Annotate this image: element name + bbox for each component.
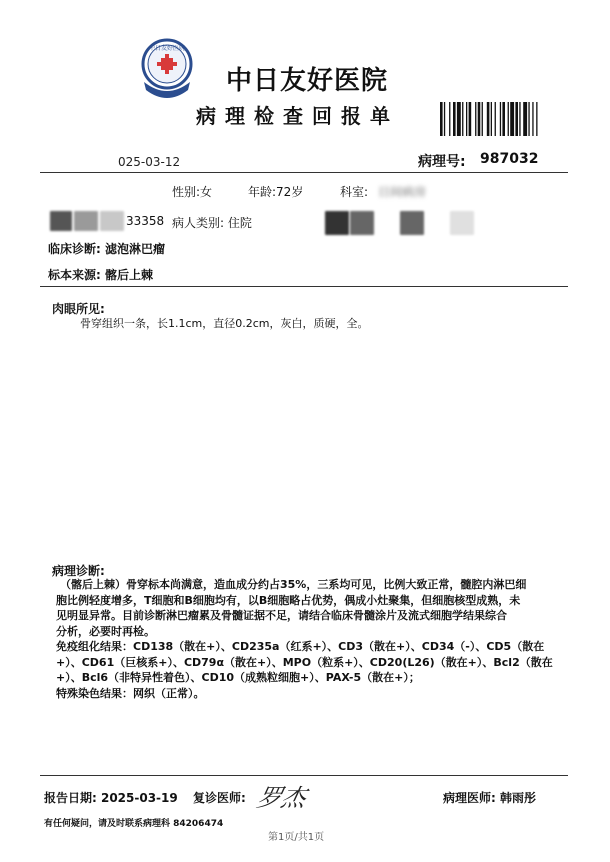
diagnosis-line: +）、Bcl6（非特异性着色）、CD10（成熟粒细胞+）、PAX-5（散在+）； xyxy=(56,671,420,684)
patient-id-fragment: 33358 xyxy=(126,214,165,228)
redaction-block xyxy=(325,211,349,235)
hospital-name: 中日友好医院 xyxy=(226,66,389,96)
redaction-block xyxy=(74,211,98,231)
barcode-bar xyxy=(515,102,518,136)
diagnosis-line: 见明显异常。目前诊断淋巴瘤累及骨髓证据不足，请结合临床骨髓涂片及流式细胞学结果综合 xyxy=(56,609,507,622)
patient-age: 年龄:72岁 xyxy=(248,185,304,199)
barcode-bar xyxy=(536,102,537,136)
barcode-bar xyxy=(462,102,463,136)
report-title: 病理检查回报单 xyxy=(196,104,399,128)
report-date: 报告日期: 2025-03-19 xyxy=(44,791,178,805)
redaction-block xyxy=(350,211,374,235)
specimen-source: 标本来源: 髂后上棘 xyxy=(48,268,153,282)
pathology-number-value: 987032 xyxy=(480,151,539,167)
contact-note: 有任何疑问，请及时联系病理科 84206474 xyxy=(44,819,224,829)
barcode-bar xyxy=(495,102,496,136)
barcode-bar xyxy=(510,102,514,136)
pathology-number-label: 病理号: xyxy=(418,154,466,170)
diagnosis-line: +）、CD61（巨核系+）、CD79α（散在+）、MPO（粒系+）、CD20(L26)（散在+）、Bcl2（散在 xyxy=(56,655,553,669)
barcode-bar xyxy=(466,102,467,136)
gross-label: 肉眼所见: xyxy=(52,302,105,316)
barcode-bar xyxy=(482,102,483,136)
hospital-logo xyxy=(138,38,196,104)
diagnosis-text xyxy=(56,577,556,701)
patient-dept-label: 科室: xyxy=(340,185,369,199)
header-date: 025-03-12 xyxy=(118,155,181,169)
diagnosis-line: （髂后上棘）骨穿标本尚满意，造血成分约占35%，三系均可见，比例大致正常，髓腔内淋巴细 xyxy=(60,578,527,591)
barcode-bar xyxy=(491,102,492,136)
redaction-block xyxy=(400,211,424,235)
barcode-bar xyxy=(508,102,509,136)
barcode-bar xyxy=(444,102,445,136)
divider xyxy=(40,775,568,776)
patient-type: 病人类别: 住院 xyxy=(172,216,252,230)
logo-text: 中日友好医院 xyxy=(148,45,186,52)
barcode-bar xyxy=(500,102,501,136)
barcode-bar xyxy=(487,102,490,136)
diagnosis-line: 免疫组化结果：CD138（散在+）、CD235a（红系+）、CD3（散在+）、CD34（-）、CD5（散在 xyxy=(56,640,545,653)
barcode-bar xyxy=(502,102,505,136)
patient-sex: 性别:女 xyxy=(172,185,213,199)
barcode-bar xyxy=(523,102,527,136)
barcode xyxy=(440,102,560,136)
barcode-bar xyxy=(449,102,450,136)
barcode-bar xyxy=(440,102,443,136)
patient-dept-value: 日间病房 xyxy=(378,185,427,199)
barcode-bar xyxy=(457,102,461,136)
page-number: 第1页/共1页 xyxy=(268,832,325,843)
barcode-bar xyxy=(478,102,481,136)
redaction-block xyxy=(50,211,72,231)
barcode-bar xyxy=(475,102,476,136)
redaction-block xyxy=(450,211,474,235)
review-doctor-label: 复诊医师: xyxy=(193,791,246,805)
divider xyxy=(40,172,568,173)
barcode-bar xyxy=(528,102,529,136)
diagnosis-line: 胞比例轻度增多，T细胞和B细胞均有，以B细胞略占优势，偶成小灶聚集，但细胞核型成熟，未 xyxy=(56,593,521,607)
diagnosis-label: 病理诊断: xyxy=(52,564,105,578)
gross-text: 骨穿组织一条，长1.1cm，直径0.2cm，灰白，质硬，全。 xyxy=(80,317,369,330)
barcode-bar xyxy=(532,102,533,136)
diagnosis-line: 分析，必要时再检。 xyxy=(56,624,155,638)
barcode-bar xyxy=(469,102,472,136)
divider xyxy=(40,286,568,287)
pathologist: 病理医师: 韩雨彤 xyxy=(443,791,536,805)
barcode-bar xyxy=(453,102,456,136)
clinical-diagnosis: 临床诊断: 滤泡淋巴瘤 xyxy=(48,242,165,256)
review-doctor-signature: 罗杰 xyxy=(254,784,309,812)
redaction-block xyxy=(100,211,124,231)
barcode-bar xyxy=(519,102,520,136)
diagnosis-line: 特殊染色结果：网织（正常）。 xyxy=(56,686,205,700)
